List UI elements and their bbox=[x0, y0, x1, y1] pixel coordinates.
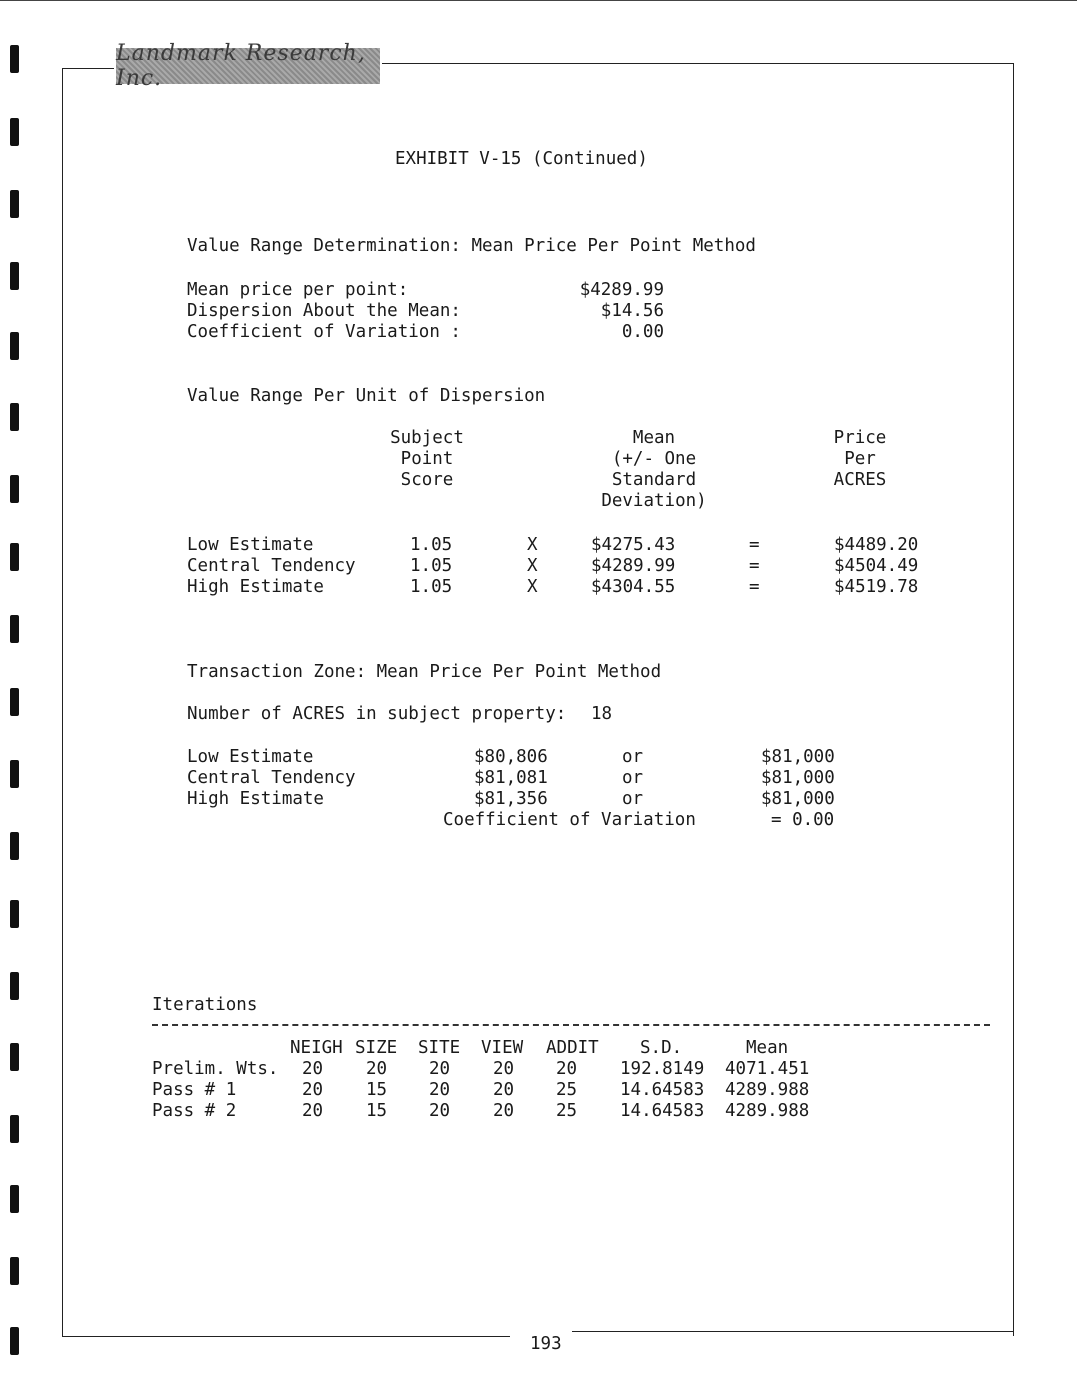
iter-col-header: SITE bbox=[418, 1038, 461, 1058]
vrpu-row-label: Central Tendency bbox=[187, 556, 356, 576]
frame-line bbox=[62, 68, 63, 1336]
logo-text: Landmark Research, Inc. bbox=[116, 41, 366, 91]
iter-cell: 4289.988 bbox=[725, 1080, 810, 1100]
col-header-subject: Point bbox=[400, 449, 454, 469]
tz-cov-label: Coefficient of Variation bbox=[443, 810, 696, 830]
vrd-label: Coefficient of Variation : bbox=[187, 322, 461, 342]
vrd-value: 0.00 bbox=[621, 322, 664, 342]
vrpu-row-eq: = bbox=[749, 556, 760, 576]
vrpu-row-mean: $4275.43 bbox=[591, 535, 676, 555]
iter-col-header: NEIGH bbox=[290, 1038, 343, 1058]
iter-cell: 20 bbox=[493, 1101, 515, 1121]
iter-col-header: SIZE bbox=[355, 1038, 398, 1058]
col-header-subject: Score bbox=[400, 470, 454, 490]
iter-cell: 20 bbox=[366, 1059, 388, 1079]
tz-row-or: or bbox=[622, 789, 644, 809]
vrpu-row-price: $4489.20 bbox=[834, 535, 919, 555]
vrpu-row-score: 1.05 bbox=[410, 535, 453, 555]
iter-cell: 4071.451 bbox=[725, 1059, 810, 1079]
binder-hole bbox=[10, 475, 19, 503]
iter-row-label: Pass # 1 bbox=[152, 1080, 237, 1100]
iter-cell: 20 bbox=[302, 1101, 324, 1121]
binder-hole bbox=[10, 1043, 19, 1071]
iter-col-header: S.D. bbox=[640, 1038, 683, 1058]
tz-row-or: or bbox=[622, 768, 644, 788]
vrpu-heading: Value Range Per Unit of Dispersion bbox=[187, 386, 546, 406]
tz-row-label: High Estimate bbox=[187, 789, 324, 809]
vrpu-row-price: $4504.49 bbox=[834, 556, 919, 576]
binder-hole bbox=[10, 1115, 19, 1143]
tz-row-label: Central Tendency bbox=[187, 768, 356, 788]
iter-cell: 14.64583 bbox=[620, 1101, 705, 1121]
iter-row-label: Pass # 2 bbox=[152, 1101, 237, 1121]
vrd-value: $4289.99 bbox=[579, 280, 664, 300]
iterations-heading: Iterations bbox=[152, 995, 258, 1015]
vrd-label: Mean price per point: bbox=[187, 280, 409, 300]
tz-row-rounded: $81,000 bbox=[761, 768, 835, 788]
tz-acres-label: Number of ACRES in subject property: bbox=[187, 704, 567, 724]
iter-cell: 15 bbox=[366, 1080, 388, 1100]
tz-row-value: $81,081 bbox=[474, 768, 548, 788]
binder-hole bbox=[10, 688, 19, 716]
vrpu-row-op: X bbox=[527, 577, 538, 597]
frame-line bbox=[382, 63, 1014, 64]
col-header-mean: Mean bbox=[632, 428, 676, 448]
iter-col-header: ADDIT bbox=[546, 1038, 599, 1058]
tz-row-label: Low Estimate bbox=[187, 747, 314, 767]
iter-col-header: VIEW bbox=[481, 1038, 524, 1058]
binder-hole bbox=[10, 1327, 19, 1355]
iter-cell: 25 bbox=[556, 1101, 578, 1121]
iter-cell: 20 bbox=[429, 1080, 451, 1100]
vrpu-row-score: 1.05 bbox=[410, 556, 453, 576]
page-number: 193 bbox=[530, 1334, 562, 1354]
binder-hole bbox=[10, 832, 19, 860]
iter-cell: 20 bbox=[429, 1101, 451, 1121]
vrd-value: $14.56 bbox=[600, 301, 664, 321]
binder-hole bbox=[10, 760, 19, 788]
iter-cell: 20 bbox=[556, 1059, 578, 1079]
iter-col-header: Mean bbox=[746, 1038, 789, 1058]
company-logo bbox=[116, 41, 380, 91]
col-header-price: Per bbox=[844, 449, 876, 469]
iter-cell: 14.64583 bbox=[620, 1080, 705, 1100]
tz-row-rounded: $81,000 bbox=[761, 789, 835, 809]
iter-cell: 4289.988 bbox=[725, 1101, 810, 1121]
col-header-mean: Deviation) bbox=[601, 491, 707, 511]
vrpu-row-score: 1.05 bbox=[410, 577, 453, 597]
vrpu-row-label: Low Estimate bbox=[187, 535, 314, 555]
exhibit-title: EXHIBIT V-15 (Continued) bbox=[395, 149, 648, 169]
tz-row-or: or bbox=[622, 747, 644, 767]
iter-cell: 25 bbox=[556, 1080, 578, 1100]
vrpu-row-op: X bbox=[527, 556, 538, 576]
vrpu-row-mean: $4304.55 bbox=[591, 577, 676, 597]
tz-row-value: $80,806 bbox=[474, 747, 548, 767]
iter-cell: 20 bbox=[302, 1059, 324, 1079]
tz-heading: Transaction Zone: Mean Price Per Point Method bbox=[187, 662, 662, 682]
vrpu-row-eq: = bbox=[749, 535, 760, 555]
tz-row-value: $81,356 bbox=[474, 789, 548, 809]
tz-acres-value: 18 bbox=[591, 704, 613, 724]
frame-line bbox=[62, 1336, 510, 1337]
iter-cell: 15 bbox=[366, 1101, 388, 1121]
iter-cell: 192.8149 bbox=[620, 1059, 705, 1079]
binder-hole bbox=[10, 1257, 19, 1285]
vrd-label: Dispersion About the Mean: bbox=[187, 301, 461, 321]
binder-hole bbox=[10, 1185, 19, 1213]
vrpu-row-label: High Estimate bbox=[187, 577, 324, 597]
vrd-heading: Value Range Determination: Mean Price Per Point Method bbox=[187, 236, 756, 256]
binder-hole bbox=[10, 543, 19, 571]
col-header-price: Price bbox=[833, 428, 887, 448]
vrpu-row-op: X bbox=[527, 535, 538, 555]
binder-hole bbox=[10, 615, 19, 643]
col-header-mean: (+/- One bbox=[611, 449, 697, 469]
binder-hole bbox=[10, 45, 19, 73]
binder-hole bbox=[10, 900, 19, 928]
iter-cell: 20 bbox=[429, 1059, 451, 1079]
vrpu-row-price: $4519.78 bbox=[834, 577, 919, 597]
iter-cell: 20 bbox=[493, 1080, 515, 1100]
iter-row-label: Prelim. Wts. bbox=[152, 1059, 279, 1079]
vrpu-row-eq: = bbox=[749, 577, 760, 597]
col-header-mean: Standard bbox=[611, 470, 697, 490]
tz-row-rounded: $81,000 bbox=[761, 747, 835, 767]
iter-cell: 20 bbox=[302, 1080, 324, 1100]
binder-hole bbox=[10, 118, 19, 146]
frame-line bbox=[572, 1331, 1014, 1332]
binder-hole bbox=[10, 262, 19, 290]
binder-hole bbox=[10, 403, 19, 431]
scan-top-edge bbox=[0, 0, 1077, 1]
frame-line bbox=[1013, 63, 1014, 1336]
iter-cell: 20 bbox=[493, 1059, 515, 1079]
tz-cov-value: = 0.00 bbox=[771, 810, 835, 830]
binder-hole bbox=[10, 190, 19, 218]
dashed-divider bbox=[152, 1024, 990, 1026]
frame-line bbox=[62, 68, 114, 69]
col-header-subject: Subject bbox=[390, 428, 464, 448]
vrpu-row-mean: $4289.99 bbox=[591, 556, 676, 576]
binder-hole bbox=[10, 332, 19, 360]
binder-hole bbox=[10, 972, 19, 1000]
col-header-price: ACRES bbox=[833, 470, 887, 490]
